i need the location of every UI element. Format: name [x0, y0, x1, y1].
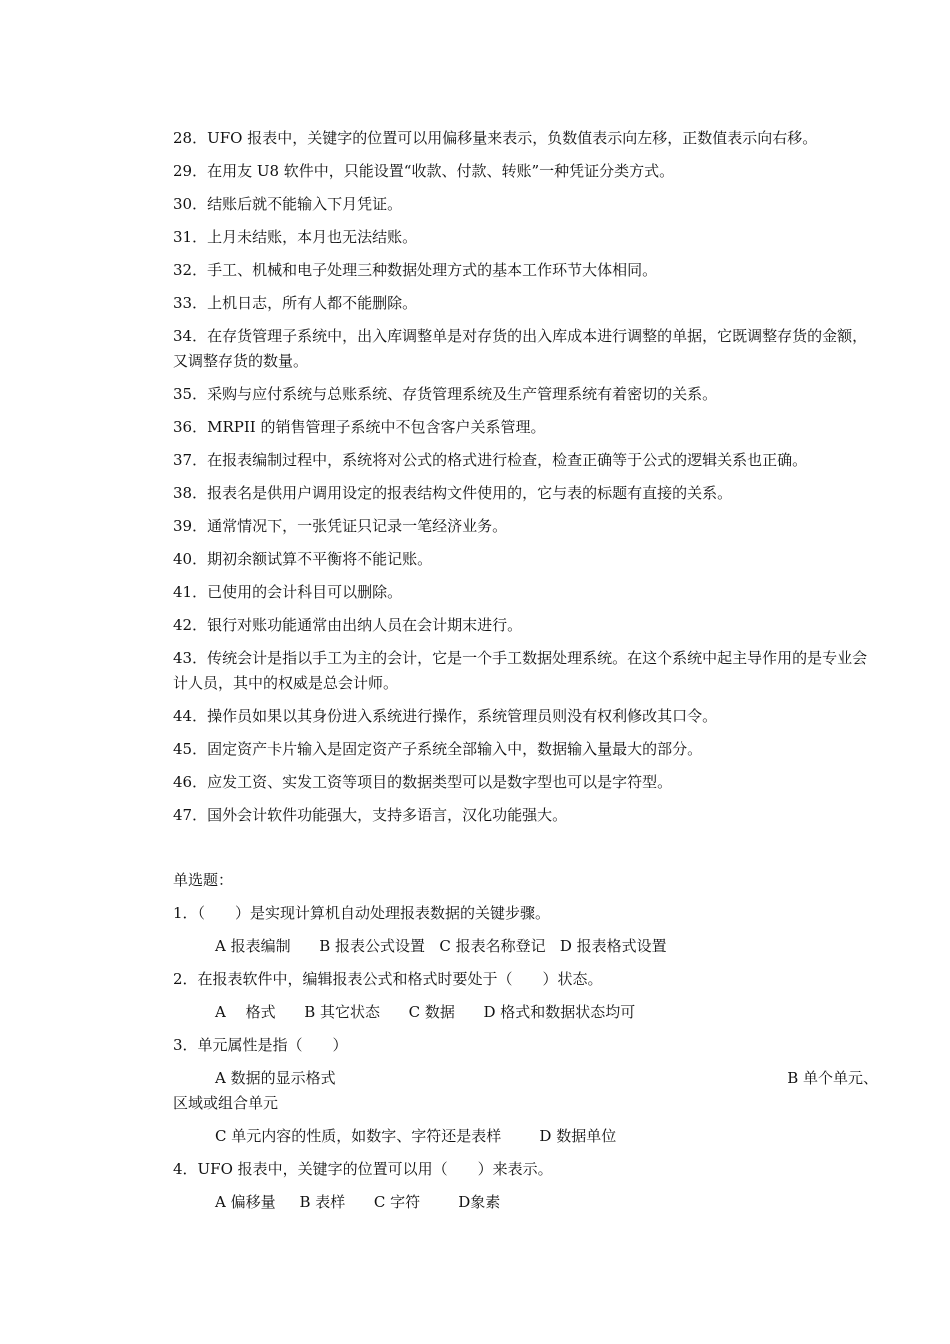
- options-row: [173, 1190, 878, 1215]
- question-text: 3．单元属性是指（ ）: [173, 1036, 348, 1054]
- tf-question-40: 40．期初余额试算不平衡将不能记账。: [173, 550, 433, 568]
- mc-question-3: [173, 1033, 878, 1149]
- tf-question-31: 31．上月未结账，本月也无法结账。: [173, 228, 418, 246]
- option-c: C 报表名称登记: [439, 937, 546, 955]
- tf-question-28: 28．UFO 报表中，关键字的位置可以用偏移量来表示，负数值表示向左移，正数值表示向右移。: [173, 129, 818, 147]
- option-b: B 其它状态: [304, 1003, 381, 1021]
- tf-question-37: 37．在报表编制过程中，系统将对公式的格式进行检查，检查正确等于公式的逻辑关系也正确。: [173, 451, 808, 469]
- mc-question-2: [173, 967, 878, 1025]
- question-text: 1．（ ）是实现计算机自动处理报表数据的关键步骤。: [173, 904, 551, 922]
- options-row: [173, 1000, 878, 1025]
- question-text: 2．在报表软件中，编辑报表公式和格式时要处于（ ）状态。: [173, 970, 603, 988]
- options-row: [173, 1124, 878, 1149]
- tf-question-32: 32．手工、机械和电子处理三种数据处理方式的基本工作环节大体相同。: [173, 261, 658, 279]
- tf-question-39: 39．通常情况下，一张凭证只记录一笔经济业务。: [173, 517, 508, 535]
- option-a: A 数据的显示格式: [215, 1069, 336, 1087]
- tf-question-42: 42．银行对账功能通常由出纳人员在会计期末进行。: [173, 616, 523, 634]
- tf-question-44: 44．操作员如果以其身份进入系统进行操作，系统管理员则没有权利修改其口令。: [173, 707, 718, 725]
- option-a: A 偏移量: [215, 1193, 276, 1211]
- option-c: C 字符: [373, 1193, 421, 1211]
- option-b: B 单个单元、: [787, 1069, 878, 1087]
- option-b: B 表样: [299, 1193, 346, 1211]
- tf-question-35: 35．采购与应付系统与总账系统、存货管理系统及生产管理系统有着密切的关系。: [173, 385, 718, 403]
- options-row: [173, 934, 878, 959]
- tf-question-47: 47．国外会计软件功能强大，支持多语言，汉化功能强大。: [173, 806, 568, 824]
- tf-question-38: 38．报表名是供用户调用设定的报表结构文件使用的，它与表的标题有直接的关系。: [173, 484, 733, 502]
- mc-question-1: [173, 901, 878, 959]
- document-page: [173, 126, 878, 1223]
- section-heading-single-choice: 单选题：: [173, 871, 234, 889]
- tf-question-43: 43．传统会计是指以手工为主的会计，它是一个手工数据处理系统。在这个系统中起主导作用的是专业会计人员，其中的权威是总会计师。: [173, 649, 868, 692]
- tf-question-46: 46．应发工资、实发工资等项目的数据类型可以是数字型也可以是字符型。: [173, 773, 673, 791]
- tf-question-36: 36．MRPII 的销售管理子系统中不包含客户关系管理。: [173, 418, 546, 436]
- question-text: 4．UFO 报表中，关键字的位置可以用（ ）来表示。: [173, 1160, 553, 1178]
- options-row: [173, 1066, 878, 1091]
- option-d: D 格式和数据状态均可: [483, 1003, 636, 1021]
- tf-question-41: 41．已使用的会计科目可以删除。: [173, 583, 403, 601]
- option-a: A 报表编制: [215, 937, 291, 955]
- option-b-continuation: 区域或组合单元: [173, 1094, 279, 1112]
- option-b: B 报表公式设置: [319, 937, 426, 955]
- tf-question-45: 45．固定资产卡片输入是固定资产子系统全部输入中，数据输入量最大的部分。: [173, 740, 703, 758]
- option-c: C 单元内容的性质，如数字、字符还是表样: [215, 1127, 502, 1145]
- option-c: C 数据: [408, 1003, 455, 1021]
- tf-question-30: 30．结账后就不能输入下月凭证。: [173, 195, 403, 213]
- option-d: D 报表格式设置: [559, 937, 667, 955]
- true-false-list: [173, 126, 878, 828]
- tf-question-34: 34．在存货管理子系统中，出入库调整单是对存货的出入库成本进行调整的单据，它既调整存货的金额，又调整存货的数量。: [173, 327, 868, 370]
- tf-question-33: 33．上机日志，所有人都不能删除。: [173, 294, 418, 312]
- option-d: D 数据单位: [539, 1127, 617, 1145]
- mc-question-4: [173, 1157, 878, 1215]
- tf-question-29: 29．在用友 U8 软件中，只能设置“收款、付款、转账”一种凭证分类方式。: [173, 162, 675, 180]
- option-a: A 格式: [215, 1003, 276, 1021]
- option-d: D象素: [458, 1193, 501, 1211]
